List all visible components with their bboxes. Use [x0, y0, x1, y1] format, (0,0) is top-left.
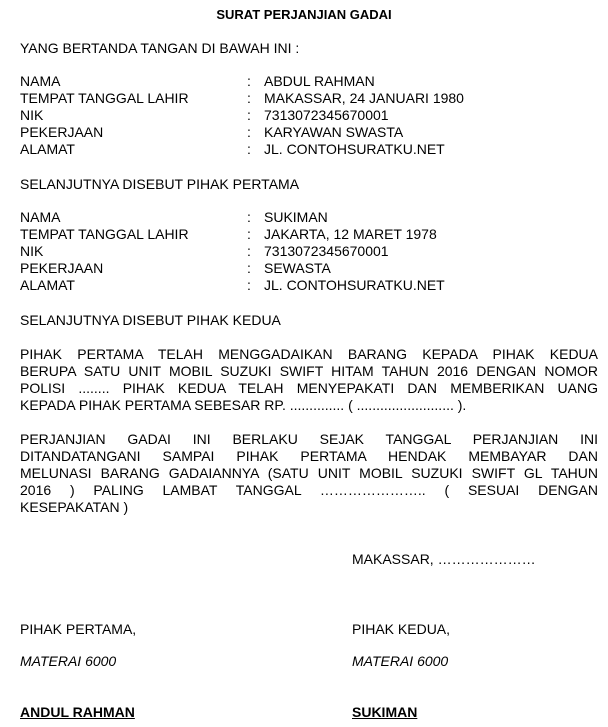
- pledge-paragraph: [20, 346, 598, 414]
- field-value: SUKIMAN: [264, 209, 328, 225]
- field-value: JAKARTA, 12 MARET 1978: [264, 226, 437, 242]
- field-separator: :: [247, 277, 251, 293]
- party-one-row: [20, 107, 590, 124]
- paragraph-line: KESEPAKATAN ): [20, 499, 129, 515]
- paragraph-line: POLISI ........ PIHAK KEDUA TELAH MENYEPAKATI DAN MEMBERIKAN UANG: [20, 380, 598, 396]
- party-one-row: [20, 90, 590, 107]
- field-separator: :: [247, 209, 251, 225]
- field-label: TEMPAT TANGGAL LAHIR: [20, 226, 189, 242]
- field-separator: :: [247, 141, 251, 157]
- party-one-row: [20, 73, 590, 90]
- field-label: ALAMAT: [20, 277, 75, 293]
- stamp-label: MATERAI 6000: [20, 653, 117, 669]
- field-label: PEKERJAAN: [20, 260, 104, 276]
- intro-line: YANG BERTANDA TANGAN DI BAWAH INI :: [20, 40, 300, 56]
- paragraph-line: PERJANJIAN GADAI INI BERLAKU SEJAK TANGGAL PERJANJIAN INI: [20, 431, 598, 447]
- party-two-row: [20, 260, 590, 277]
- signatory-name: ANDUL RAHMAN: [20, 704, 135, 720]
- field-separator: :: [247, 124, 251, 140]
- paragraph-line: KEPADA PIHAK PERTAMA SEBESAR RP. .............. ( ......................... ).: [20, 397, 467, 413]
- field-value: ABDUL RAHMAN: [264, 73, 375, 89]
- field-separator: :: [247, 226, 251, 242]
- field-separator: :: [247, 260, 251, 276]
- signatory-name: SUKIMAN: [352, 704, 418, 720]
- paragraph-line: 2016 ) PALING LAMBAT TANGGAL ………………….. ( SESUAI DENGAN: [20, 482, 598, 498]
- signature-role: PIHAK KEDUA,: [352, 621, 451, 637]
- party-one-designation: SELANJUTNYA DISEBUT PIHAK PERTAMA: [20, 176, 300, 192]
- signature-role: PIHAK PERTAMA,: [20, 621, 137, 637]
- paragraph-line: DITANDATANGANI SAMPAI PIHAK PERTAMA HENDAK MEMBAYAR DAN: [20, 448, 598, 464]
- field-separator: :: [247, 107, 251, 123]
- party-one-row: [20, 124, 590, 141]
- party-two-row: [20, 243, 590, 260]
- field-value: SEWASTA: [264, 260, 331, 276]
- stamp-label: MATERAI 6000: [352, 653, 449, 669]
- field-label: PEKERJAAN: [20, 124, 104, 140]
- paragraph-line: MELUNASI BARANG GADAIANNYA (SATU UNIT MOBIL SUZUKI SWIFT GL TAHUN: [20, 465, 598, 481]
- field-separator: :: [247, 243, 251, 259]
- field-separator: :: [247, 90, 251, 106]
- validity-paragraph: [20, 431, 598, 516]
- field-label: NAMA: [20, 73, 61, 89]
- party-two-row: [20, 277, 590, 294]
- field-label: TEMPAT TANGGAL LAHIR: [20, 90, 189, 106]
- field-label: NIK: [20, 243, 44, 259]
- field-value: JL. CONTOHSURATKU.NET: [264, 141, 445, 157]
- party-two-designation: SELANJUTNYA DISEBUT PIHAK KEDUA: [20, 312, 281, 328]
- field-value: KARYAWAN SWASTA: [264, 124, 404, 140]
- field-value: 7313072345670001: [264, 243, 389, 259]
- paragraph-line: BERUPA SATU UNIT MOBIL SUZUKI SWIFT HITAM TAHUN 2016 DENGAN NOMOR: [20, 363, 598, 379]
- document-title: SURAT PERJANJIAN GADAI: [216, 7, 392, 22]
- paragraph-line: PIHAK PERTAMA TELAH MENGGADAIKAN BARANG KEPADA PIHAK KEDUA: [20, 346, 598, 362]
- place-date: MAKASSAR, …………………: [352, 551, 536, 567]
- field-separator: :: [247, 73, 251, 89]
- field-label: ALAMAT: [20, 141, 75, 157]
- field-label: NIK: [20, 107, 44, 123]
- party-two-row: [20, 226, 590, 243]
- field-value: 7313072345670001: [264, 107, 389, 123]
- field-label: NAMA: [20, 209, 61, 225]
- field-value: JL. CONTOHSURATKU.NET: [264, 277, 445, 293]
- party-two-row: [20, 209, 590, 226]
- field-value: MAKASSAR, 24 JANUARI 1980: [264, 90, 464, 106]
- party-one-row: [20, 141, 590, 158]
